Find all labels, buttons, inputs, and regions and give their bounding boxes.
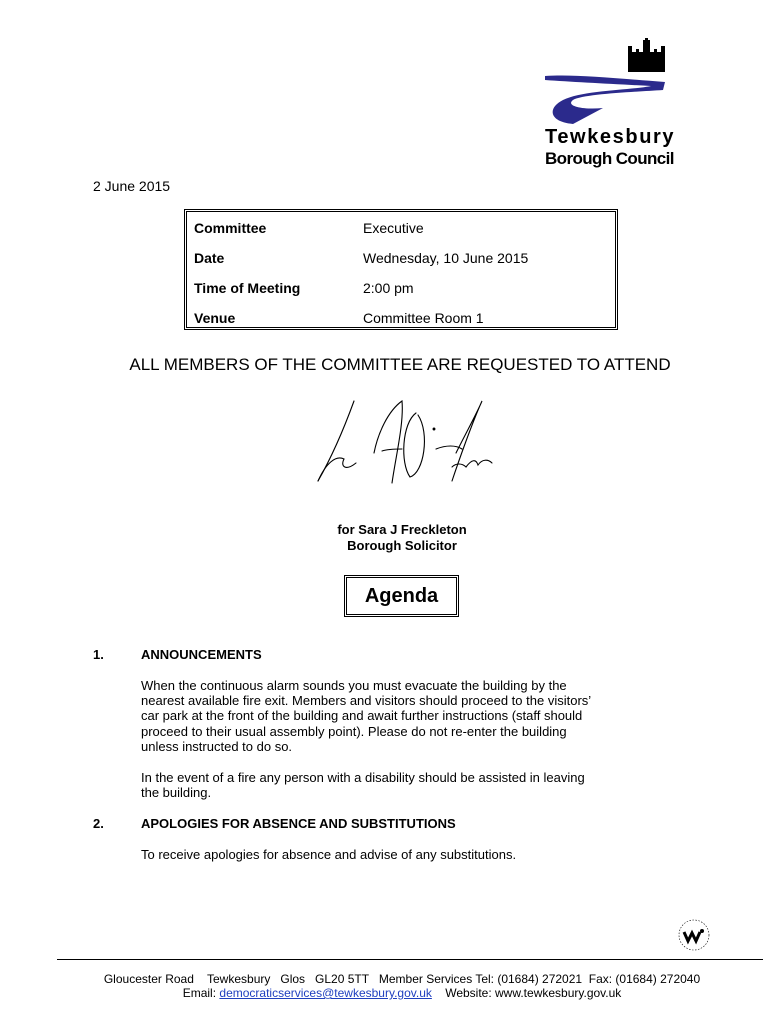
meeting-value: Wednesday, 10 June 2015 [363, 250, 529, 266]
meeting-value: Committee Room 1 [363, 310, 484, 326]
email-link[interactable]: democraticservices@tewkesbury.gov.uk [219, 986, 432, 1000]
meeting-row-date [187, 250, 615, 270]
meeting-row-time [187, 280, 615, 300]
attendance-notice: ALL MEMBERS OF THE COMMITTEE ARE REQUESTED TO ATTEND [129, 355, 671, 374]
item-number: 1. [93, 647, 104, 662]
council-subtitle: Borough Council [545, 149, 674, 168]
meeting-label: Time of Meeting [194, 280, 301, 296]
paragraph-text: To receive apologies for absence and advise of any substitutions. [141, 847, 517, 862]
meeting-label: Venue [194, 310, 236, 326]
website-text: Website: www.tewkesbury.gov.uk [431, 986, 622, 1000]
disability-badge-icon [674, 915, 714, 955]
item-paragraph [141, 678, 601, 754]
letter-date: 2 June 2015 [93, 178, 171, 194]
meeting-value: 2:00 pm [363, 280, 414, 296]
item-paragraph [141, 847, 601, 862]
email-label: Email: [182, 986, 220, 1000]
signatory-name: for Sara J Freckleton [337, 522, 467, 537]
signature [306, 393, 496, 488]
meeting-label: Date [194, 250, 225, 266]
paragraph-text: In the event of a fire any person with a disability should be assisted in leaving the building. [141, 770, 585, 801]
meeting-row-committee [187, 220, 615, 240]
abbey-tower-icon [543, 38, 693, 128]
signatory-title: Borough Solicitor [347, 538, 457, 553]
item-title: APOLOGIES FOR ABSENCE AND SUBSTITUTIONS [141, 816, 456, 831]
item-number: 2. [93, 816, 104, 831]
agenda-heading: Agenda [344, 575, 459, 617]
footer-address: Gloucester Road Tewkesbury Glos GL20 5TT Member Services Tel: (01684) 272021 Fax: (01684) 272040 [103, 972, 701, 986]
item-paragraph [141, 770, 601, 800]
council-logo [543, 38, 693, 173]
footer-contact [0, 986, 770, 1000]
meeting-details-box [184, 209, 618, 330]
meeting-value: Executive [363, 220, 424, 236]
footer-divider [57, 959, 763, 960]
council-name: Tewkesbury [545, 126, 676, 148]
meeting-label: Committee [194, 220, 267, 236]
meeting-row-venue [187, 310, 615, 330]
item-title: ANNOUNCEMENTS [141, 647, 262, 662]
paragraph-text: When the continuous alarm sounds you must evacuate the building by the nearest available fire exit. Members and visitors should proceed to the visitors’ car park at the front of the building and await further instructions (staff should proceed to their usual assembly point). Please do not re-enter the building unless instructed to do so. [141, 678, 591, 754]
